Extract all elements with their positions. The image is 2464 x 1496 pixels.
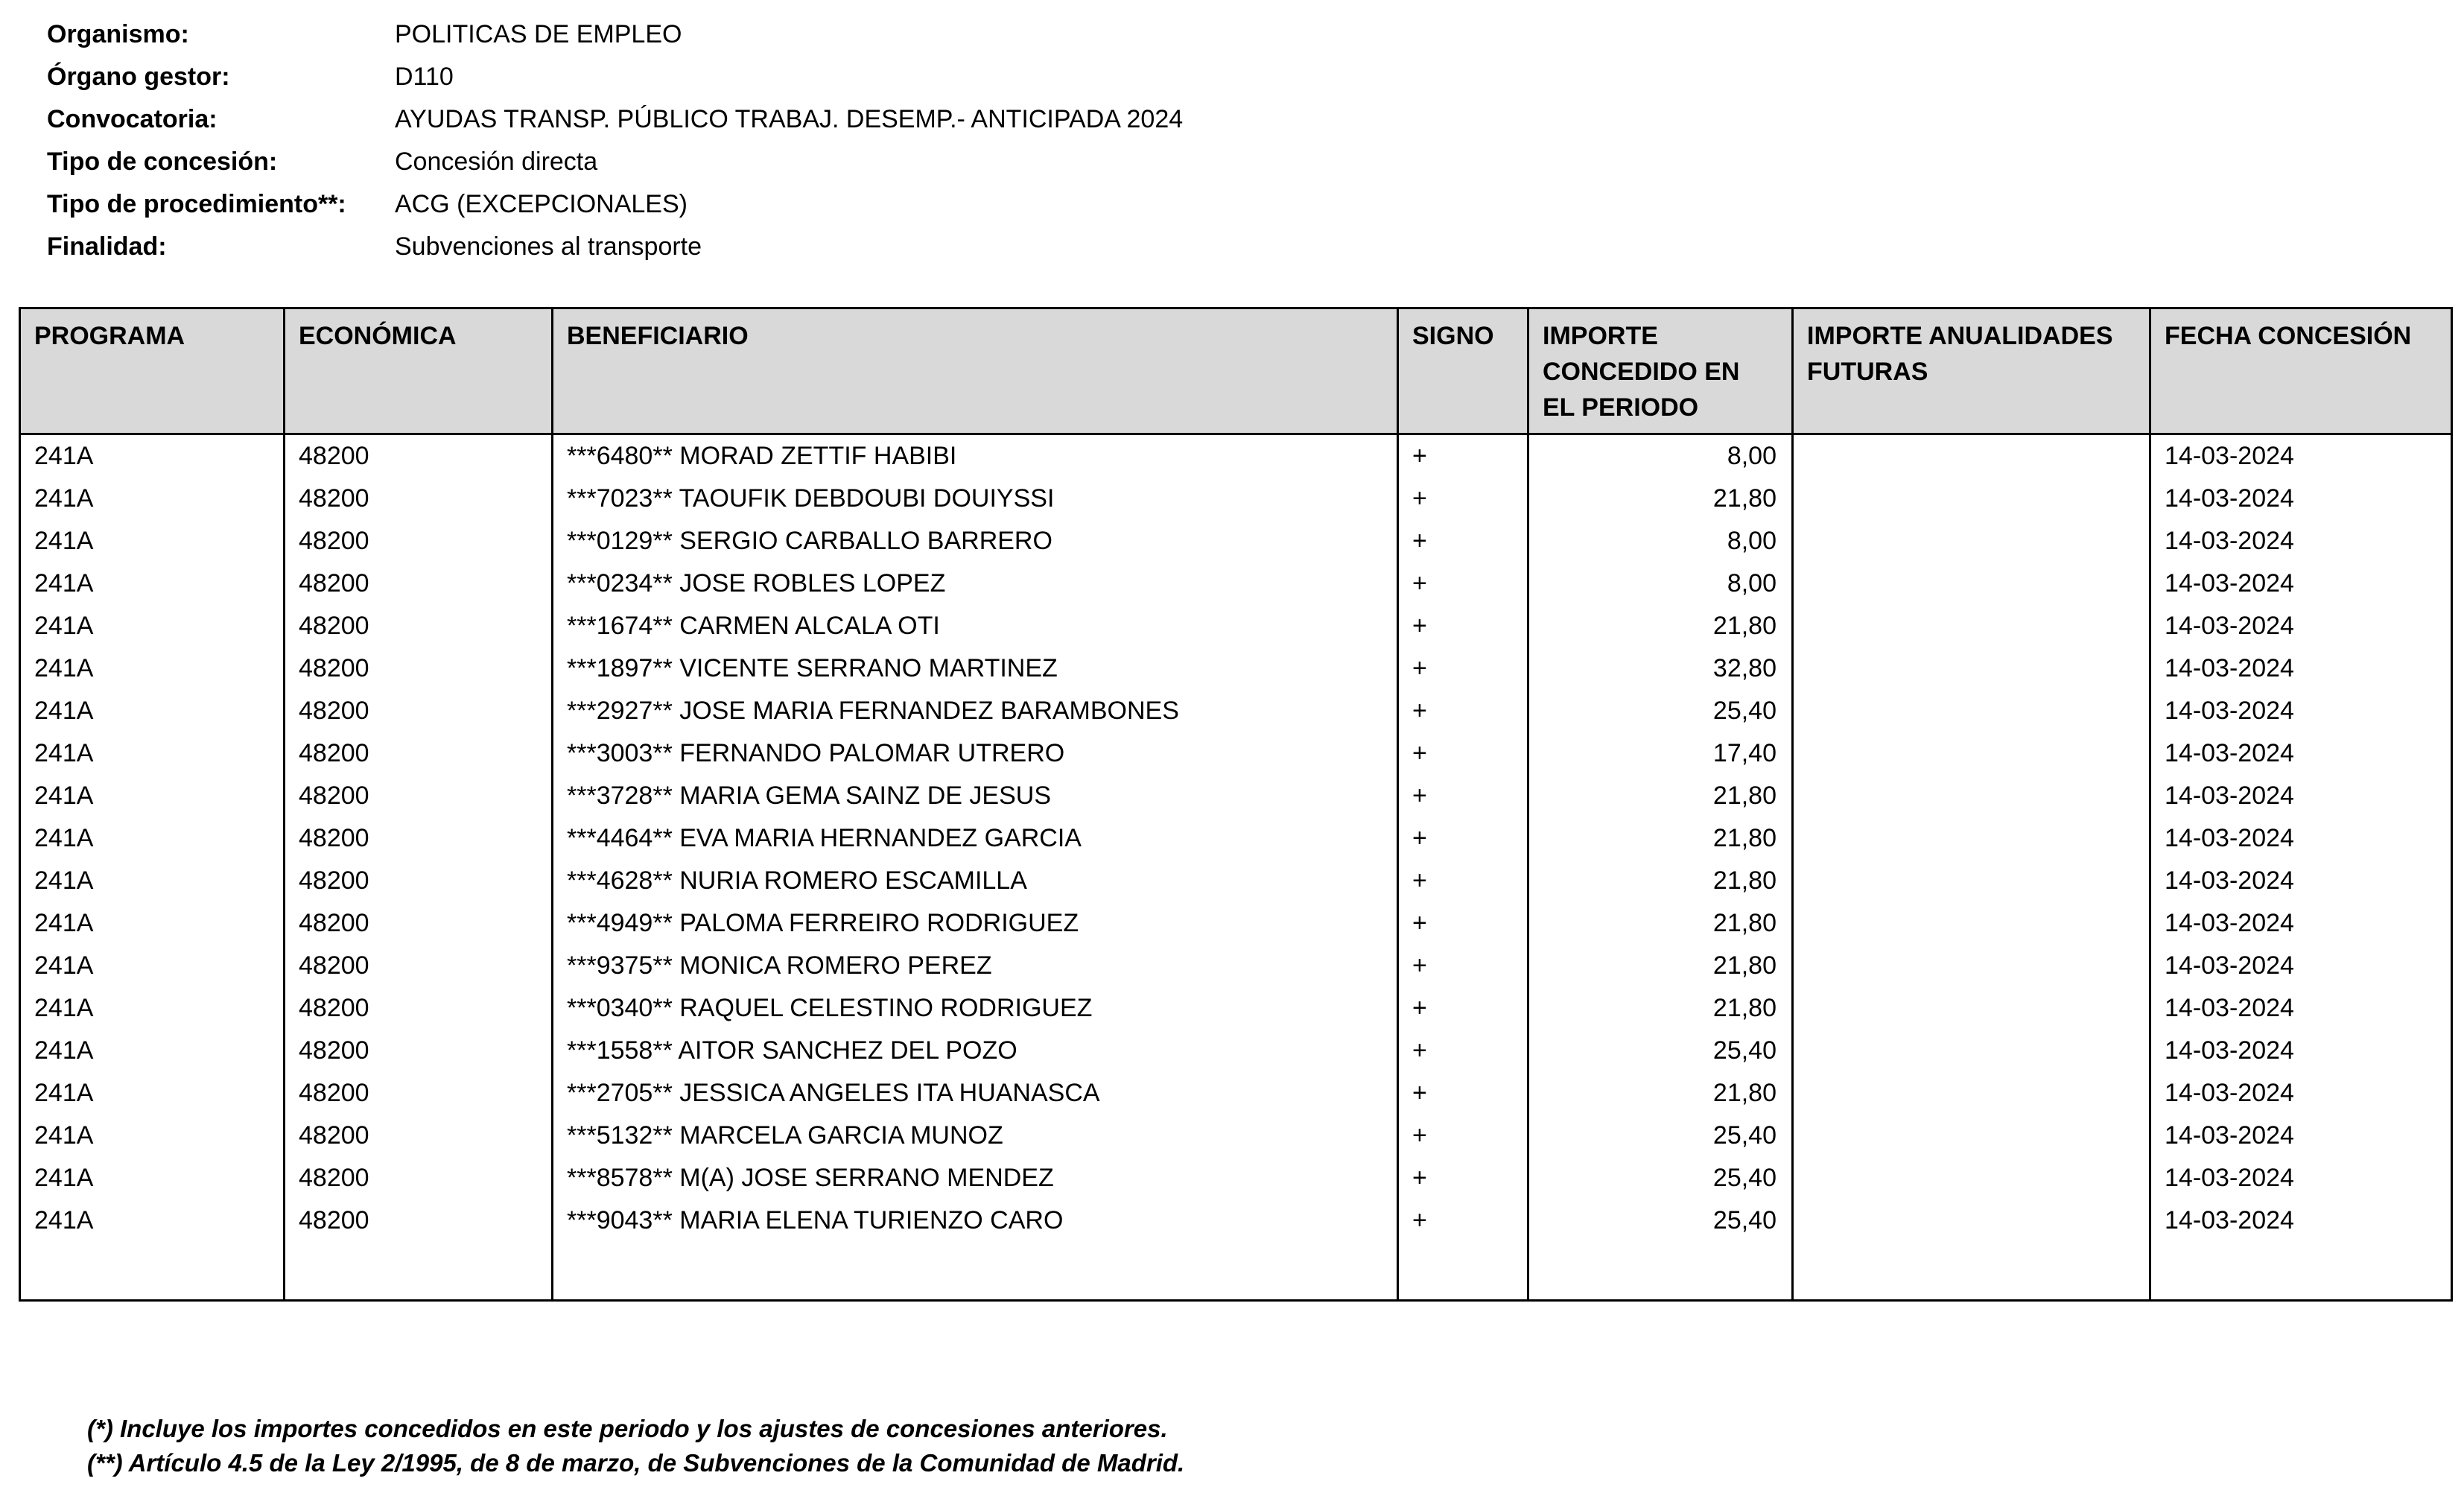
cell-beneficiario: ***0340** RAQUEL CELESTINO RODRIGUEZ bbox=[553, 987, 1398, 1030]
cell-signo: + bbox=[1398, 605, 1528, 647]
cell-signo: + bbox=[1398, 520, 1528, 562]
meta-row bbox=[47, 13, 2464, 56]
cell-importe-anualidades bbox=[1793, 860, 2150, 902]
cell-economica: 48200 bbox=[285, 945, 553, 987]
cell-signo: + bbox=[1398, 987, 1528, 1030]
cell-importe-periodo: 25,40 bbox=[1528, 1157, 1793, 1199]
cell-signo: + bbox=[1398, 860, 1528, 902]
table-row bbox=[20, 690, 2452, 732]
cell-importe-anualidades bbox=[1793, 690, 2150, 732]
table-row bbox=[20, 562, 2452, 605]
cell-importe-periodo: 25,40 bbox=[1528, 1030, 1793, 1072]
cell-beneficiario: ***9043** MARIA ELENA TURIENZO CARO bbox=[553, 1199, 1398, 1242]
meta-value: ACG (EXCEPCIONALES) bbox=[395, 190, 688, 218]
meta-row bbox=[47, 226, 2464, 268]
cell-fecha: 14-03-2024 bbox=[2150, 987, 2452, 1030]
table-row bbox=[20, 987, 2452, 1030]
cell-importe-anualidades bbox=[1793, 605, 2150, 647]
cell-programa: 241A bbox=[20, 987, 285, 1030]
column-header-programa: PROGRAMA bbox=[20, 308, 285, 434]
cell-programa: 241A bbox=[20, 1199, 285, 1242]
cell-programa: 241A bbox=[20, 690, 285, 732]
footnote-double-asterisk: (**) Artículo 4.5 de la Ley 2/1995, de 8 de marzo, de Subvenciones de la Comunidad de Madrid. bbox=[87, 1448, 1185, 1477]
table-row bbox=[20, 817, 2452, 860]
cell-fecha: 14-03-2024 bbox=[2150, 860, 2452, 902]
cell-beneficiario: ***1897** VICENTE SERRANO MARTINEZ bbox=[553, 647, 1398, 690]
cell-importe-anualidades bbox=[1793, 1030, 2150, 1072]
grants-table bbox=[19, 307, 2453, 1302]
cell-signo: + bbox=[1398, 775, 1528, 817]
cell-economica: 48200 bbox=[285, 647, 553, 690]
table-row bbox=[20, 902, 2452, 945]
meta-label: Tipo de procedimiento**: bbox=[47, 190, 346, 218]
cell-economica: 48200 bbox=[285, 1030, 553, 1072]
cell-beneficiario: ***4464** EVA MARIA HERNANDEZ GARCIA bbox=[553, 817, 1398, 860]
column-header-importe-periodo: IMPORTE CONCEDIDO EN EL PERIODO bbox=[1528, 308, 1793, 434]
cell-economica: 48200 bbox=[285, 902, 553, 945]
cell-importe-periodo: 8,00 bbox=[1528, 520, 1793, 562]
cell-importe-periodo: 32,80 bbox=[1528, 647, 1793, 690]
cell-importe-anualidades bbox=[1793, 902, 2150, 945]
meta-value: POLITICAS DE EMPLEO bbox=[395, 20, 682, 48]
cell-signo: + bbox=[1398, 562, 1528, 605]
cell-importe-anualidades bbox=[1793, 434, 2150, 478]
cell-programa: 241A bbox=[20, 902, 285, 945]
cell-importe-anualidades bbox=[1793, 1072, 2150, 1115]
cell-fecha: 14-03-2024 bbox=[2150, 1199, 2452, 1242]
cell-fecha: 14-03-2024 bbox=[2150, 1115, 2452, 1157]
cell-programa: 241A bbox=[20, 732, 285, 775]
table-row bbox=[20, 647, 2452, 690]
cell-signo: + bbox=[1398, 1115, 1528, 1157]
cell-economica: 48200 bbox=[285, 1072, 553, 1115]
meta-value: Concesión directa bbox=[395, 148, 598, 176]
cell-programa: 241A bbox=[20, 520, 285, 562]
cell-signo: + bbox=[1398, 1030, 1528, 1072]
cell-economica: 48200 bbox=[285, 732, 553, 775]
document-meta-block bbox=[0, 0, 2464, 268]
cell-importe-periodo: 25,40 bbox=[1528, 690, 1793, 732]
cell-importe-periodo: 21,80 bbox=[1528, 860, 1793, 902]
meta-row bbox=[47, 141, 2464, 183]
cell-importe-periodo: 21,80 bbox=[1528, 605, 1793, 647]
footnote-asterisk: (*) Incluye los importes concedidos en este periodo y los ajustes de concesiones anteriores. bbox=[87, 1414, 1168, 1442]
cell-fecha: 14-03-2024 bbox=[2150, 902, 2452, 945]
cell-fecha: 14-03-2024 bbox=[2150, 945, 2452, 987]
cell-fecha: 14-03-2024 bbox=[2150, 520, 2452, 562]
cell-beneficiario: ***1558** AITOR SANCHEZ DEL POZO bbox=[553, 1030, 1398, 1072]
cell-programa: 241A bbox=[20, 562, 285, 605]
table-footer-spacer bbox=[20, 1242, 2452, 1300]
cell-beneficiario: ***3728** MARIA GEMA SAINZ DE JESUS bbox=[553, 775, 1398, 817]
cell-signo: + bbox=[1398, 817, 1528, 860]
cell-signo: + bbox=[1398, 732, 1528, 775]
meta-label: Convocatoria: bbox=[47, 105, 217, 133]
meta-label: Finalidad: bbox=[47, 232, 167, 261]
cell-fecha: 14-03-2024 bbox=[2150, 775, 2452, 817]
cell-programa: 241A bbox=[20, 860, 285, 902]
cell-signo: + bbox=[1398, 434, 1528, 478]
cell-fecha: 14-03-2024 bbox=[2150, 434, 2452, 478]
cell-beneficiario: ***1674** CARMEN ALCALA OTI bbox=[553, 605, 1398, 647]
cell-importe-anualidades bbox=[1793, 1115, 2150, 1157]
cell-programa: 241A bbox=[20, 945, 285, 987]
cell-beneficiario: ***0129** SERGIO CARBALLO BARRERO bbox=[553, 520, 1398, 562]
cell-fecha: 14-03-2024 bbox=[2150, 732, 2452, 775]
cell-economica: 48200 bbox=[285, 817, 553, 860]
cell-importe-anualidades bbox=[1793, 817, 2150, 860]
cell-importe-anualidades bbox=[1793, 775, 2150, 817]
cell-programa: 241A bbox=[20, 1030, 285, 1072]
cell-economica: 48200 bbox=[285, 987, 553, 1030]
cell-programa: 241A bbox=[20, 1157, 285, 1199]
cell-fecha: 14-03-2024 bbox=[2150, 817, 2452, 860]
meta-label: Organismo: bbox=[47, 20, 189, 48]
cell-programa: 241A bbox=[20, 817, 285, 860]
cell-importe-periodo: 8,00 bbox=[1528, 562, 1793, 605]
cell-importe-anualidades bbox=[1793, 987, 2150, 1030]
cell-signo: + bbox=[1398, 1157, 1528, 1199]
cell-signo: + bbox=[1398, 1072, 1528, 1115]
table-row bbox=[20, 775, 2452, 817]
column-header-fecha: FECHA CONCESIÓN bbox=[2150, 308, 2452, 434]
cell-beneficiario: ***2927** JOSE MARIA FERNANDEZ BARAMBONES bbox=[553, 690, 1398, 732]
cell-beneficiario: ***2705** JESSICA ANGELES ITA HUANASCA bbox=[553, 1072, 1398, 1115]
meta-label: Tipo de concesión: bbox=[47, 148, 278, 176]
cell-economica: 48200 bbox=[285, 520, 553, 562]
cell-economica: 48200 bbox=[285, 562, 553, 605]
table-row bbox=[20, 860, 2452, 902]
cell-beneficiario: ***3003** FERNANDO PALOMAR UTRERO bbox=[553, 732, 1398, 775]
cell-importe-anualidades bbox=[1793, 732, 2150, 775]
table-body bbox=[20, 434, 2452, 1243]
cell-fecha: 14-03-2024 bbox=[2150, 1072, 2452, 1115]
cell-importe-periodo: 21,80 bbox=[1528, 478, 1793, 520]
cell-fecha: 14-03-2024 bbox=[2150, 1157, 2452, 1199]
column-header-signo: SIGNO bbox=[1398, 308, 1528, 434]
column-header-beneficiario: BENEFICIARIO bbox=[553, 308, 1398, 434]
table-row bbox=[20, 478, 2452, 520]
cell-beneficiario: ***9375** MONICA ROMERO PEREZ bbox=[553, 945, 1398, 987]
table-row bbox=[20, 605, 2452, 647]
cell-beneficiario: ***4949** PALOMA FERREIRO RODRIGUEZ bbox=[553, 902, 1398, 945]
cell-economica: 48200 bbox=[285, 690, 553, 732]
cell-importe-periodo: 21,80 bbox=[1528, 817, 1793, 860]
meta-row bbox=[47, 56, 2464, 98]
table-row bbox=[20, 520, 2452, 562]
cell-programa: 241A bbox=[20, 478, 285, 520]
cell-importe-periodo: 17,40 bbox=[1528, 732, 1793, 775]
cell-importe-anualidades bbox=[1793, 520, 2150, 562]
table-row bbox=[20, 1030, 2452, 1072]
cell-economica: 48200 bbox=[285, 775, 553, 817]
meta-row bbox=[47, 98, 2464, 141]
meta-value: D110 bbox=[395, 63, 454, 91]
cell-fecha: 14-03-2024 bbox=[2150, 690, 2452, 732]
cell-programa: 241A bbox=[20, 1072, 285, 1115]
cell-importe-periodo: 21,80 bbox=[1528, 987, 1793, 1030]
cell-signo: + bbox=[1398, 945, 1528, 987]
cell-fecha: 14-03-2024 bbox=[2150, 562, 2452, 605]
cell-signo: + bbox=[1398, 902, 1528, 945]
meta-value: Subvenciones al transporte bbox=[395, 232, 702, 261]
cell-importe-anualidades bbox=[1793, 647, 2150, 690]
cell-programa: 241A bbox=[20, 647, 285, 690]
cell-beneficiario: ***4628** NURIA ROMERO ESCAMILLA bbox=[553, 860, 1398, 902]
cell-importe-periodo: 21,80 bbox=[1528, 1072, 1793, 1115]
cell-beneficiario: ***8578** M(A) JOSE SERRANO MENDEZ bbox=[553, 1157, 1398, 1199]
cell-signo: + bbox=[1398, 647, 1528, 690]
column-header-importe-anualidades: IMPORTE ANUALIDADES FUTURAS bbox=[1793, 308, 2150, 434]
cell-beneficiario: ***7023** TAOUFIK DEBDOUBI DOUIYSSI bbox=[553, 478, 1398, 520]
meta-value: AYUDAS TRANSP. PÚBLICO TRABAJ. DESEMP.- ANTICIPADA 2024 bbox=[395, 105, 1184, 133]
cell-importe-anualidades bbox=[1793, 1199, 2150, 1242]
cell-economica: 48200 bbox=[285, 605, 553, 647]
cell-programa: 241A bbox=[20, 605, 285, 647]
cell-programa: 241A bbox=[20, 1115, 285, 1157]
cell-fecha: 14-03-2024 bbox=[2150, 605, 2452, 647]
meta-row bbox=[47, 183, 2464, 226]
table-row bbox=[20, 1157, 2452, 1199]
cell-programa: 241A bbox=[20, 775, 285, 817]
cell-economica: 48200 bbox=[285, 434, 553, 478]
cell-beneficiario: ***6480** MORAD ZETTIF HABIBI bbox=[553, 434, 1398, 478]
cell-economica: 48200 bbox=[285, 1115, 553, 1157]
cell-importe-periodo: 25,40 bbox=[1528, 1115, 1793, 1157]
table-header bbox=[20, 308, 2452, 434]
cell-importe-periodo: 21,80 bbox=[1528, 775, 1793, 817]
cell-importe-anualidades bbox=[1793, 478, 2150, 520]
cell-beneficiario: ***0234** JOSE ROBLES LOPEZ bbox=[553, 562, 1398, 605]
cell-fecha: 14-03-2024 bbox=[2150, 478, 2452, 520]
cell-importe-anualidades bbox=[1793, 945, 2150, 987]
cell-importe-periodo: 25,40 bbox=[1528, 1199, 1793, 1242]
cell-fecha: 14-03-2024 bbox=[2150, 647, 2452, 690]
cell-economica: 48200 bbox=[285, 478, 553, 520]
cell-economica: 48200 bbox=[285, 860, 553, 902]
table-row bbox=[20, 1072, 2452, 1115]
table-row bbox=[20, 945, 2452, 987]
table-row bbox=[20, 732, 2452, 775]
table-row bbox=[20, 1199, 2452, 1242]
meta-label: Órgano gestor: bbox=[47, 63, 230, 91]
column-header-economica: ECONÓMICA bbox=[285, 308, 553, 434]
cell-signo: + bbox=[1398, 690, 1528, 732]
table-header-row bbox=[20, 308, 2452, 434]
cell-importe-anualidades bbox=[1793, 562, 2150, 605]
cell-programa: 241A bbox=[20, 434, 285, 478]
cell-signo: + bbox=[1398, 478, 1528, 520]
table-row bbox=[20, 434, 2452, 478]
cell-economica: 48200 bbox=[285, 1199, 553, 1242]
cell-fecha: 14-03-2024 bbox=[2150, 1030, 2452, 1072]
spacer-row bbox=[20, 1242, 2452, 1300]
cell-importe-periodo: 8,00 bbox=[1528, 434, 1793, 478]
footnotes bbox=[87, 1412, 2464, 1480]
cell-beneficiario: ***5132** MARCELA GARCIA MUNOZ bbox=[553, 1115, 1398, 1157]
cell-importe-periodo: 21,80 bbox=[1528, 902, 1793, 945]
cell-signo: + bbox=[1398, 1199, 1528, 1242]
cell-importe-periodo: 21,80 bbox=[1528, 945, 1793, 987]
cell-importe-anualidades bbox=[1793, 1157, 2150, 1199]
cell-economica: 48200 bbox=[285, 1157, 553, 1199]
table-row bbox=[20, 1115, 2452, 1157]
